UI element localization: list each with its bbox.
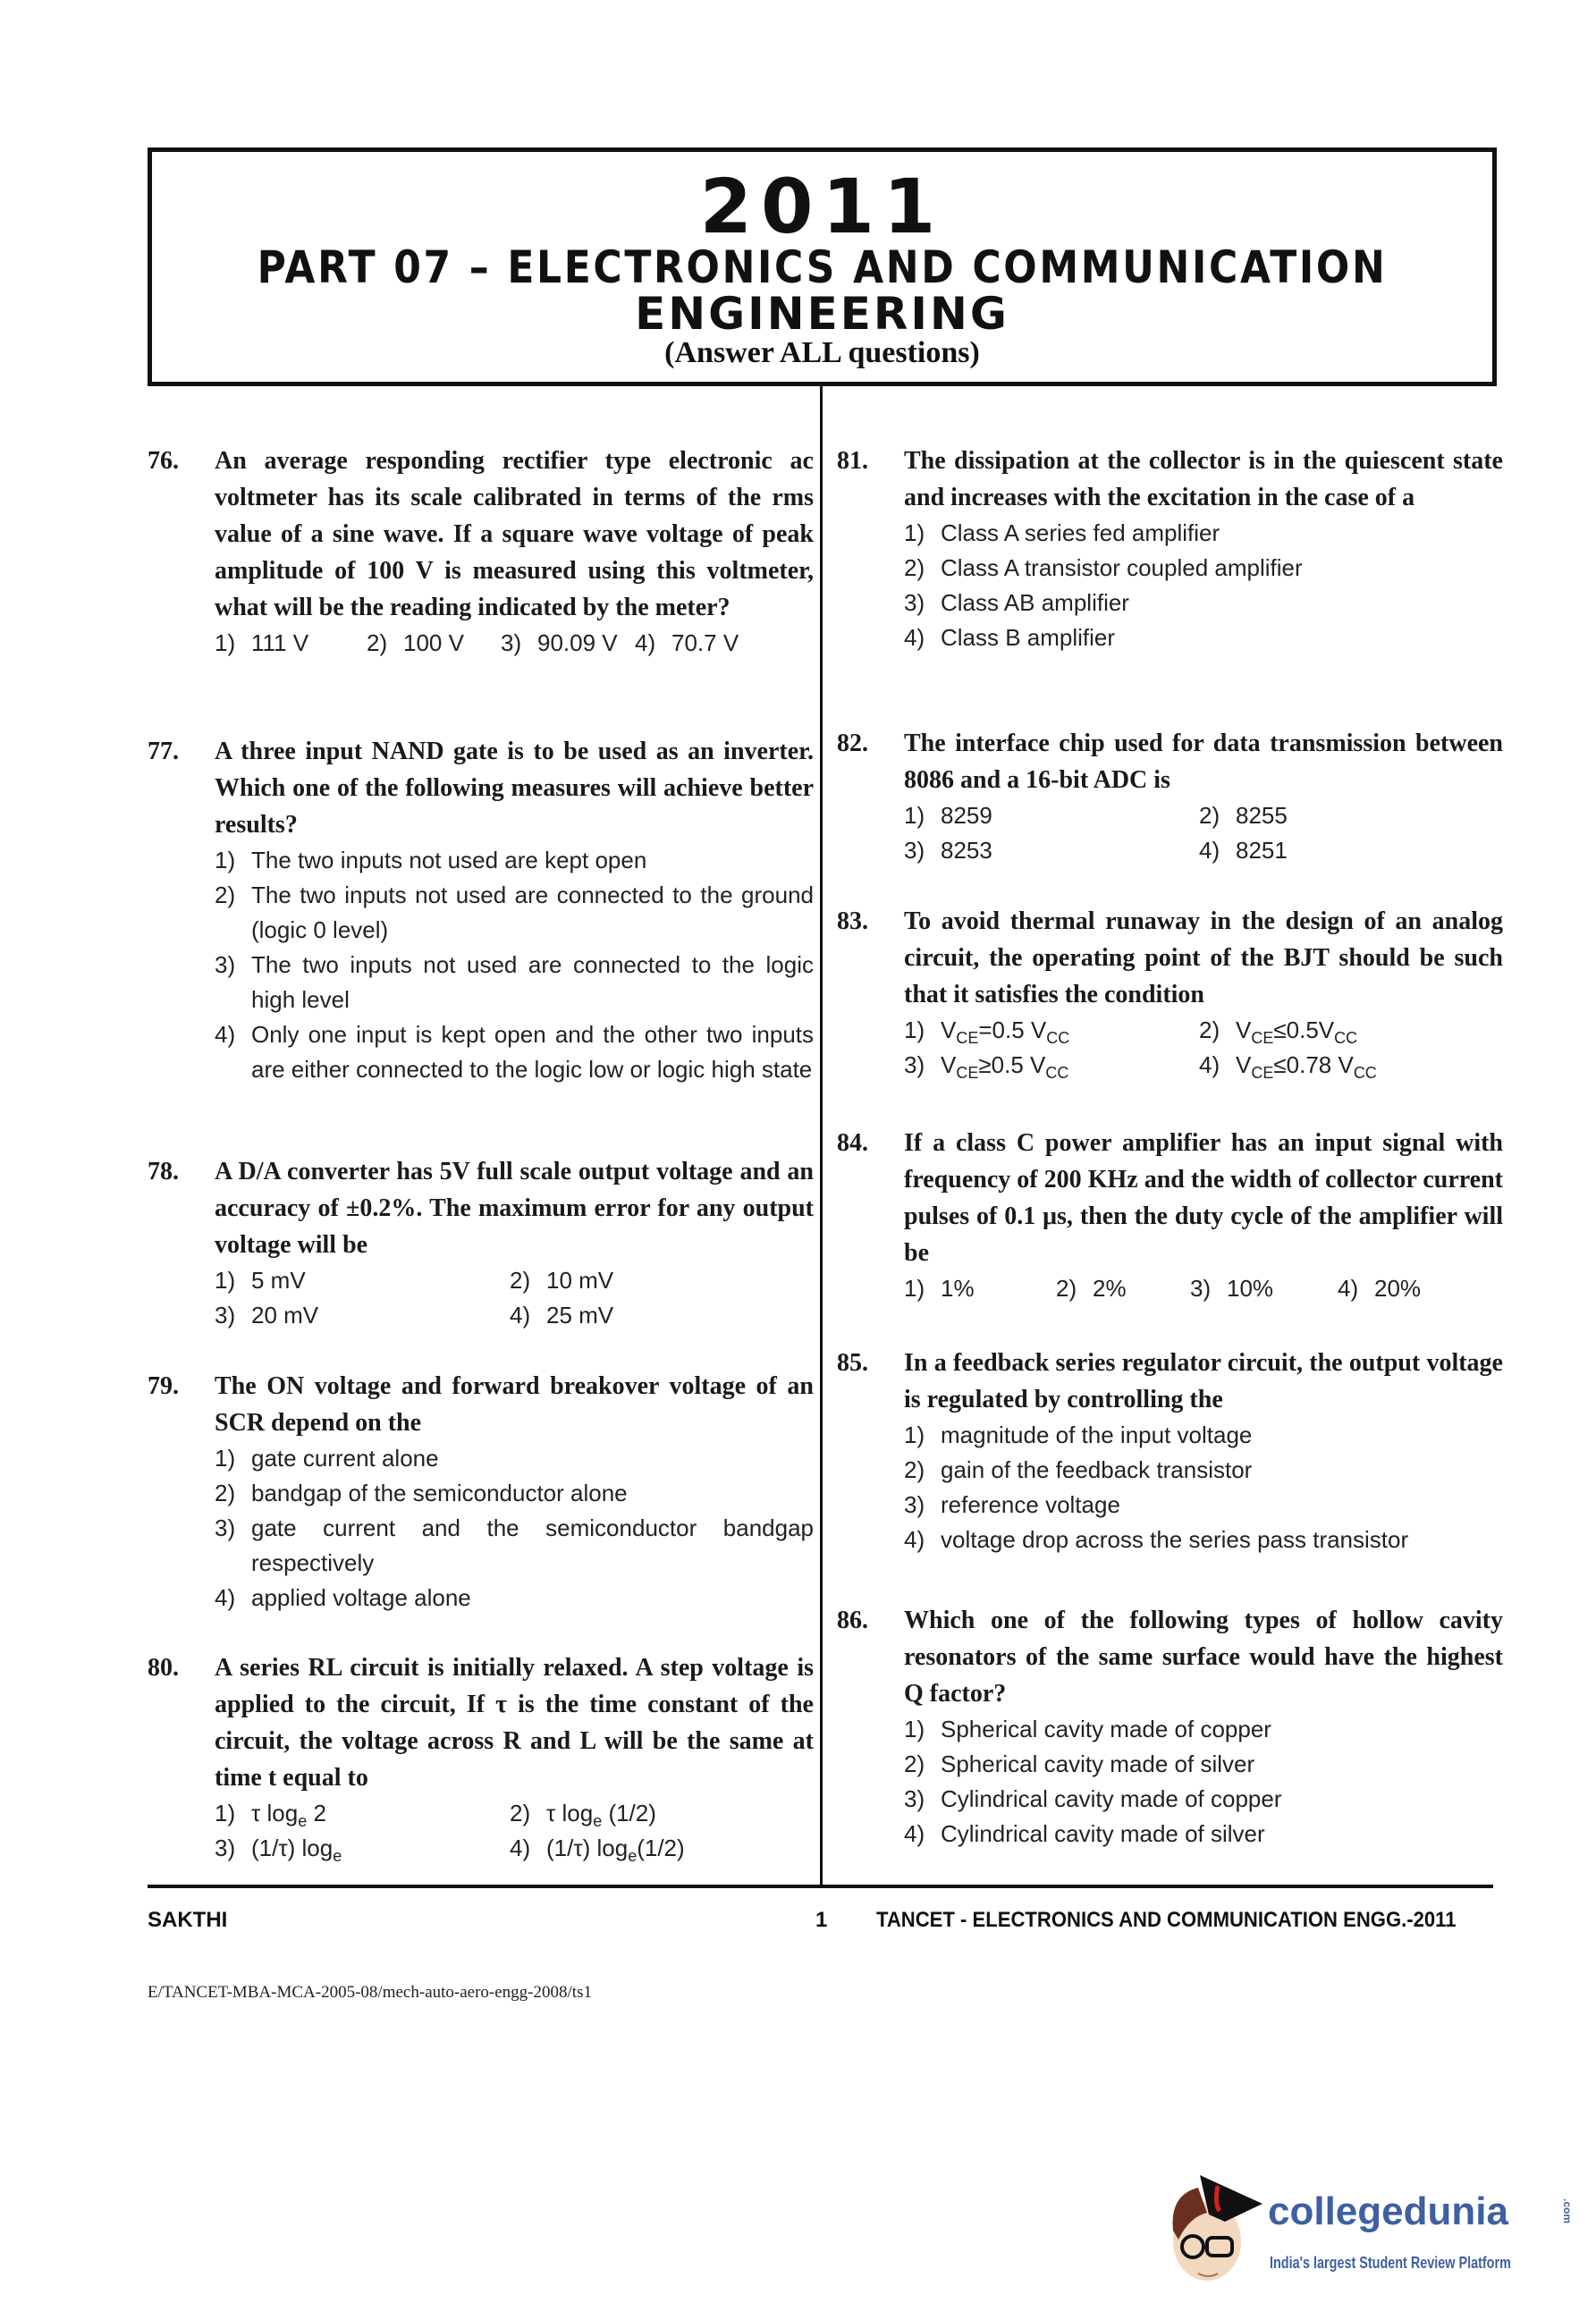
option-text-part: Class A transistor coupled amplifier: [941, 554, 1303, 581]
option-text-part: V: [941, 1051, 957, 1078]
column-divider: [820, 383, 823, 1885]
option-number: 3): [215, 951, 236, 978]
question-text: To avoid thermal runaway in the design of an analog circuit, the operating point of the BJT should be such that it satisfies the condition: [904, 907, 1503, 1008]
options: [215, 1441, 814, 1615]
option: [904, 798, 1199, 833]
options: [215, 1263, 814, 1333]
subscript: e: [333, 1847, 342, 1865]
option-text: [941, 551, 1303, 586]
option-text-part: The two inputs not used are connected to the logic high level: [251, 951, 814, 1013]
option-number: 1): [215, 1800, 236, 1826]
option-text: [251, 1298, 318, 1333]
option-text: [941, 1712, 1271, 1747]
option: [904, 1488, 1503, 1523]
question-77: [148, 733, 814, 1087]
options: [904, 1712, 1503, 1852]
option: [510, 1298, 805, 1333]
question-number: 80.: [148, 1654, 179, 1682]
question-text: A series RL circuit is initially relaxed. A step voltage is applied to the circuit, If τ is the time constant of the circuit, the voltage across R and L will be the same at time t equal to: [215, 1654, 814, 1792]
option-number: 3): [904, 589, 925, 616]
option-number: 2): [510, 1800, 531, 1826]
option: [1190, 1271, 1338, 1306]
question-text: A three input NAND gate is to be used as an inverter. Which one of the following measures will achieve better results?: [215, 738, 814, 839]
option-number: 1): [215, 629, 236, 656]
logo-tagline: India's largest Student Review Platform: [1270, 2254, 1511, 2272]
question-text: A D/A converter has 5V full scale output voltage and an accuracy of ±0.2%. The maximum error for any output voltage will be: [215, 1158, 814, 1259]
option: [904, 551, 1503, 586]
option-text-part: Class A series fed amplifier: [941, 519, 1220, 546]
option-text-part: τ log: [251, 1800, 299, 1826]
subscript: CE: [1251, 1064, 1274, 1082]
option: [510, 1831, 805, 1866]
option-text-part: gain of the feedback transistor: [941, 1456, 1253, 1483]
option-number: 3): [1190, 1275, 1212, 1302]
option-text-part: Cylindrical cavity made of silver: [941, 1820, 1265, 1847]
question-number: 78.: [148, 1158, 179, 1185]
logo-domain: .com: [1561, 2198, 1574, 2224]
option: [1199, 1048, 1494, 1083]
option-number: 2): [1056, 1275, 1077, 1302]
option-text-part: V: [941, 1017, 957, 1043]
option-text-part: 2: [307, 1800, 326, 1826]
option-text-part: ≤0.5V: [1273, 1017, 1335, 1043]
option: [904, 1712, 1503, 1747]
option-number: 4): [510, 1302, 531, 1329]
option-text-part: 100 V: [403, 629, 464, 656]
option-text-part: 10 mV: [546, 1267, 614, 1294]
question-number: 85.: [837, 1349, 868, 1377]
options: [904, 798, 1503, 868]
option-text: [546, 1298, 613, 1333]
subscript: CC: [1046, 1029, 1070, 1047]
option-text-part: The two inputs not used are kept open: [251, 847, 647, 873]
option-number: 2): [904, 1456, 925, 1483]
question-text: The interface chip used for data transmission between 8086 and a 16-bit ADC is: [904, 730, 1503, 794]
option: [215, 878, 814, 948]
option-text: [941, 1782, 1282, 1817]
option-text: [941, 586, 1129, 620]
option-text-part: =0.5 V: [978, 1017, 1047, 1043]
option-text: [941, 833, 992, 868]
subscript: CE: [956, 1064, 979, 1082]
options: [904, 516, 1503, 655]
option-text-part: (1/τ) log: [546, 1835, 629, 1861]
page-number: 1: [815, 1908, 828, 1932]
mascot-icon: [1162, 2168, 1270, 2293]
option-text-part: ≥0.5 V: [978, 1051, 1046, 1078]
option-number: 3): [501, 629, 522, 656]
question-78: [148, 1153, 814, 1333]
option-number: 2): [510, 1267, 531, 1294]
option-text: [546, 1796, 656, 1831]
question-number: 86.: [837, 1607, 868, 1634]
option-text: [546, 1831, 685, 1866]
option: [904, 1013, 1199, 1048]
option-text: [251, 878, 814, 948]
option-text-part: Spherical cavity made of silver: [941, 1750, 1255, 1777]
option-text: [941, 1271, 975, 1306]
option-text-part: gate current alone: [251, 1445, 439, 1472]
option-number: 2): [1199, 1017, 1220, 1043]
option: [904, 516, 1503, 551]
option: [635, 626, 769, 661]
option: [215, 948, 814, 1017]
option-number: 1): [215, 1445, 236, 1472]
option-text-part: Spherical cavity made of copper: [941, 1716, 1271, 1742]
option-number: 2): [904, 1750, 925, 1777]
question-number: 79.: [148, 1372, 179, 1400]
option-number: 2): [215, 882, 236, 908]
option-text-part: 111 V: [251, 629, 309, 656]
option-number: 1): [904, 802, 925, 829]
question-82: [837, 725, 1503, 868]
question-85: [837, 1345, 1503, 1557]
options: [215, 626, 814, 661]
option: [215, 1831, 510, 1866]
option-text: [403, 626, 464, 661]
question-76: [148, 443, 814, 661]
option: [510, 1796, 805, 1831]
option-number: 1): [904, 1421, 925, 1448]
option-text: [251, 1511, 814, 1581]
option: [904, 1453, 1503, 1488]
question-84: [837, 1125, 1503, 1306]
part-title-line2: ENGINEERING: [635, 288, 1009, 340]
option-text-part: τ log: [546, 1800, 594, 1826]
option-number: 4): [215, 1021, 236, 1048]
header-box: [148, 148, 1497, 386]
question-number: 82.: [837, 730, 868, 757]
option-text-part: magnitude of the input voltage: [941, 1421, 1253, 1448]
question-80: [148, 1649, 814, 1866]
option-text-part: 8259: [941, 802, 992, 829]
question-number: 77.: [148, 738, 179, 765]
option: [215, 1298, 510, 1333]
option: [904, 1817, 1503, 1852]
footer-publisher: SAKTHI: [148, 1908, 228, 1932]
option: [1199, 798, 1494, 833]
option-number: 4): [1199, 1051, 1220, 1078]
footer-exam-title: TANCET - ELECTRONICS AND COMMUNICATION ENGG.-2011: [876, 1908, 1457, 1932]
option-number: 2): [367, 629, 388, 656]
option: [904, 1048, 1199, 1083]
option-text: [1093, 1271, 1127, 1306]
option-text-part: voltage drop across the series pass transistor: [941, 1526, 1409, 1553]
option-text: [1236, 833, 1288, 868]
option-number: 1): [904, 519, 925, 546]
option-text: [941, 1048, 1068, 1083]
option-text: [941, 516, 1220, 551]
option-number: 4): [1338, 1275, 1359, 1302]
options: [904, 1418, 1503, 1557]
option-text: [941, 1453, 1252, 1488]
question-text: If a class C power amplifier has an input signal with frequency of 200 KHz and the width of collector current pulses of 0.1 μs, then the duty cycle of the amplifier will be: [904, 1129, 1503, 1267]
option-text-part: V: [1236, 1017, 1252, 1043]
option: [904, 1418, 1503, 1453]
reference-code: E/TANCET-MBA-MCA-2005-08/mech-auto-aero-engg-2008/ts1: [148, 1983, 592, 2002]
option: [904, 586, 1503, 620]
option-text: [546, 1263, 613, 1298]
option-text-part: (1/τ) log: [251, 1835, 334, 1861]
option-text: [671, 626, 739, 661]
option-number: 4): [635, 629, 656, 656]
option-text-part: applied voltage alone: [251, 1584, 471, 1611]
options: [215, 1796, 814, 1866]
option-text: [941, 620, 1115, 655]
option-text-part: 8251: [1236, 837, 1288, 864]
option-text-part: Class B amplifier: [941, 624, 1116, 651]
question-number: 83.: [837, 907, 868, 935]
option-text-part: Cylindrical cavity made of copper: [941, 1785, 1282, 1812]
logo-wordmark: collegedunia: [1268, 2189, 1508, 2233]
question-83: [837, 903, 1503, 1083]
option-text-part: Only one input is kept open and the other two inputs are either connected to the logic low or logic high state: [251, 1021, 814, 1083]
option: [501, 626, 635, 661]
option-text-part: 70.7 V: [671, 629, 739, 656]
option-text-part: 8255: [1236, 802, 1288, 829]
option-text-part: 10%: [1227, 1275, 1274, 1302]
subscript: CE: [1251, 1029, 1274, 1047]
option: [510, 1263, 805, 1298]
option-number: 2): [215, 1480, 236, 1506]
subscript: e: [628, 1847, 638, 1865]
option-text-part: V: [1236, 1051, 1252, 1078]
option: [904, 1271, 1056, 1306]
option-text: [251, 843, 646, 878]
question-number: 76.: [148, 447, 179, 475]
question-81: [837, 443, 1503, 655]
question-79: [148, 1368, 814, 1615]
option: [215, 1476, 814, 1511]
option-text: [251, 1476, 628, 1511]
option-text-part: (1/2): [602, 1800, 656, 1826]
option: [904, 833, 1199, 868]
option-text: [1236, 1048, 1377, 1083]
option: [367, 626, 501, 661]
question-text: The dissipation at the collector is in the quiescent state and increases with the excitation in the case of a: [904, 447, 1503, 511]
option-text-part: bandgap of the semiconductor alone: [251, 1480, 628, 1506]
option-text: [941, 1013, 1069, 1048]
exam-year: 2011: [699, 163, 945, 250]
footer-rule: [148, 1885, 1493, 1888]
option-text-part: 90.09 V: [537, 629, 618, 656]
option-text-part: 20 mV: [251, 1302, 319, 1329]
option-text-part: 20%: [1374, 1275, 1422, 1302]
option-text: [251, 1441, 439, 1476]
option: [215, 1796, 510, 1831]
option-number: 4): [215, 1584, 236, 1611]
option-number: 3): [215, 1302, 236, 1329]
option: [215, 1581, 814, 1615]
subscript: e: [298, 1812, 308, 1830]
option-number: 4): [904, 624, 925, 651]
option: [904, 620, 1503, 655]
subscript: CC: [1334, 1029, 1358, 1047]
option: [215, 1441, 814, 1476]
question-number: 81.: [837, 447, 868, 475]
option: [1338, 1271, 1472, 1306]
option: [904, 1747, 1503, 1782]
option-text-part: ≤0.78 V: [1273, 1051, 1354, 1078]
option: [215, 1017, 814, 1087]
option-text: [251, 1581, 471, 1615]
option-text: [941, 1488, 1120, 1523]
option-text: [941, 1817, 1265, 1852]
option-text: [1236, 798, 1288, 833]
subscript: CC: [1045, 1064, 1069, 1082]
option-number: 4): [904, 1526, 925, 1553]
question-text: Which one of the following types of hollow cavity resonators of the same surface would have the highest Q factor?: [904, 1607, 1503, 1708]
question-text: An average responding rectifier type electronic ac voltmeter has its scale calibrated in terms of the rms value of a sine wave. If a square wave voltage of peak amplitude of 100 V is measured using this voltmeter, what will be the reading indicated by the meter?: [215, 447, 814, 621]
option-text-part: (1/2): [637, 1835, 685, 1861]
option-text: [251, 1017, 814, 1087]
option-number: 3): [904, 1785, 925, 1812]
options: [215, 843, 814, 1087]
option-number: 1): [215, 847, 236, 873]
option-text-part: The two inputs not used are connected to the ground (logic 0 level): [251, 882, 814, 943]
option-text: [1374, 1271, 1421, 1306]
option-number: 3): [904, 1051, 925, 1078]
option-text: [941, 1747, 1254, 1782]
option: [1199, 833, 1494, 868]
option-number: 2): [904, 554, 925, 581]
question-86: [837, 1602, 1503, 1852]
subscript: e: [593, 1812, 603, 1830]
question-number: 84.: [837, 1129, 868, 1157]
part-title: PART 07 – ELECTRONICS AND COMMUNICATION: [257, 241, 1388, 293]
options: [904, 1271, 1503, 1306]
option-text-part: 1%: [941, 1275, 975, 1302]
option: [1199, 1013, 1494, 1048]
option-text-part: reference voltage: [941, 1491, 1120, 1518]
option-text: [941, 1418, 1252, 1453]
option-text-part: 8253: [941, 837, 992, 864]
option: [215, 843, 814, 878]
option-number: 4): [510, 1835, 531, 1861]
subscript: CC: [1353, 1064, 1377, 1082]
option-text: [251, 948, 814, 1017]
option-number: 3): [904, 1491, 925, 1518]
option-number: 4): [904, 1820, 925, 1847]
option-text: [537, 626, 618, 661]
option-number: 1): [904, 1017, 925, 1043]
option-text: [251, 1263, 306, 1298]
collegedunia-logo[interactable]: [1162, 2168, 1583, 2293]
option-text: [251, 626, 308, 661]
option: [215, 626, 367, 661]
option-text-part: 5 mV: [251, 1267, 306, 1294]
option-text: [941, 798, 992, 833]
option-text: [251, 1796, 326, 1831]
option-text: [1236, 1013, 1357, 1048]
option-number: 2): [1199, 802, 1220, 829]
option-text: [1227, 1271, 1273, 1306]
option: [215, 1511, 814, 1581]
option-text-part: gate current and the semiconductor bandgap respectively: [251, 1514, 814, 1576]
option-text: [251, 1831, 342, 1866]
option-number: 4): [1199, 837, 1220, 864]
option: [904, 1523, 1503, 1557]
option-number: 3): [215, 1835, 236, 1861]
option-text-part: 25 mV: [546, 1302, 614, 1329]
option-text-part: 2%: [1093, 1275, 1127, 1302]
option: [215, 1263, 510, 1298]
option: [904, 1782, 1503, 1817]
option-text-part: Class AB amplifier: [941, 589, 1129, 616]
option-number: 3): [215, 1514, 236, 1541]
option: [1056, 1271, 1190, 1306]
options: [904, 1013, 1503, 1083]
option-number: 3): [904, 837, 925, 864]
instruction: (Answer ALL questions): [664, 336, 980, 369]
subscript: CE: [956, 1029, 979, 1047]
question-text: The ON voltage and forward breakover voltage of an SCR depend on the: [215, 1372, 814, 1437]
option-number: 1): [215, 1267, 236, 1294]
option-number: 1): [904, 1275, 925, 1302]
question-text: In a feedback series regulator circuit, the output voltage is regulated by controlling the: [904, 1349, 1503, 1413]
option-number: 1): [904, 1716, 925, 1742]
option-text: [941, 1523, 1408, 1557]
